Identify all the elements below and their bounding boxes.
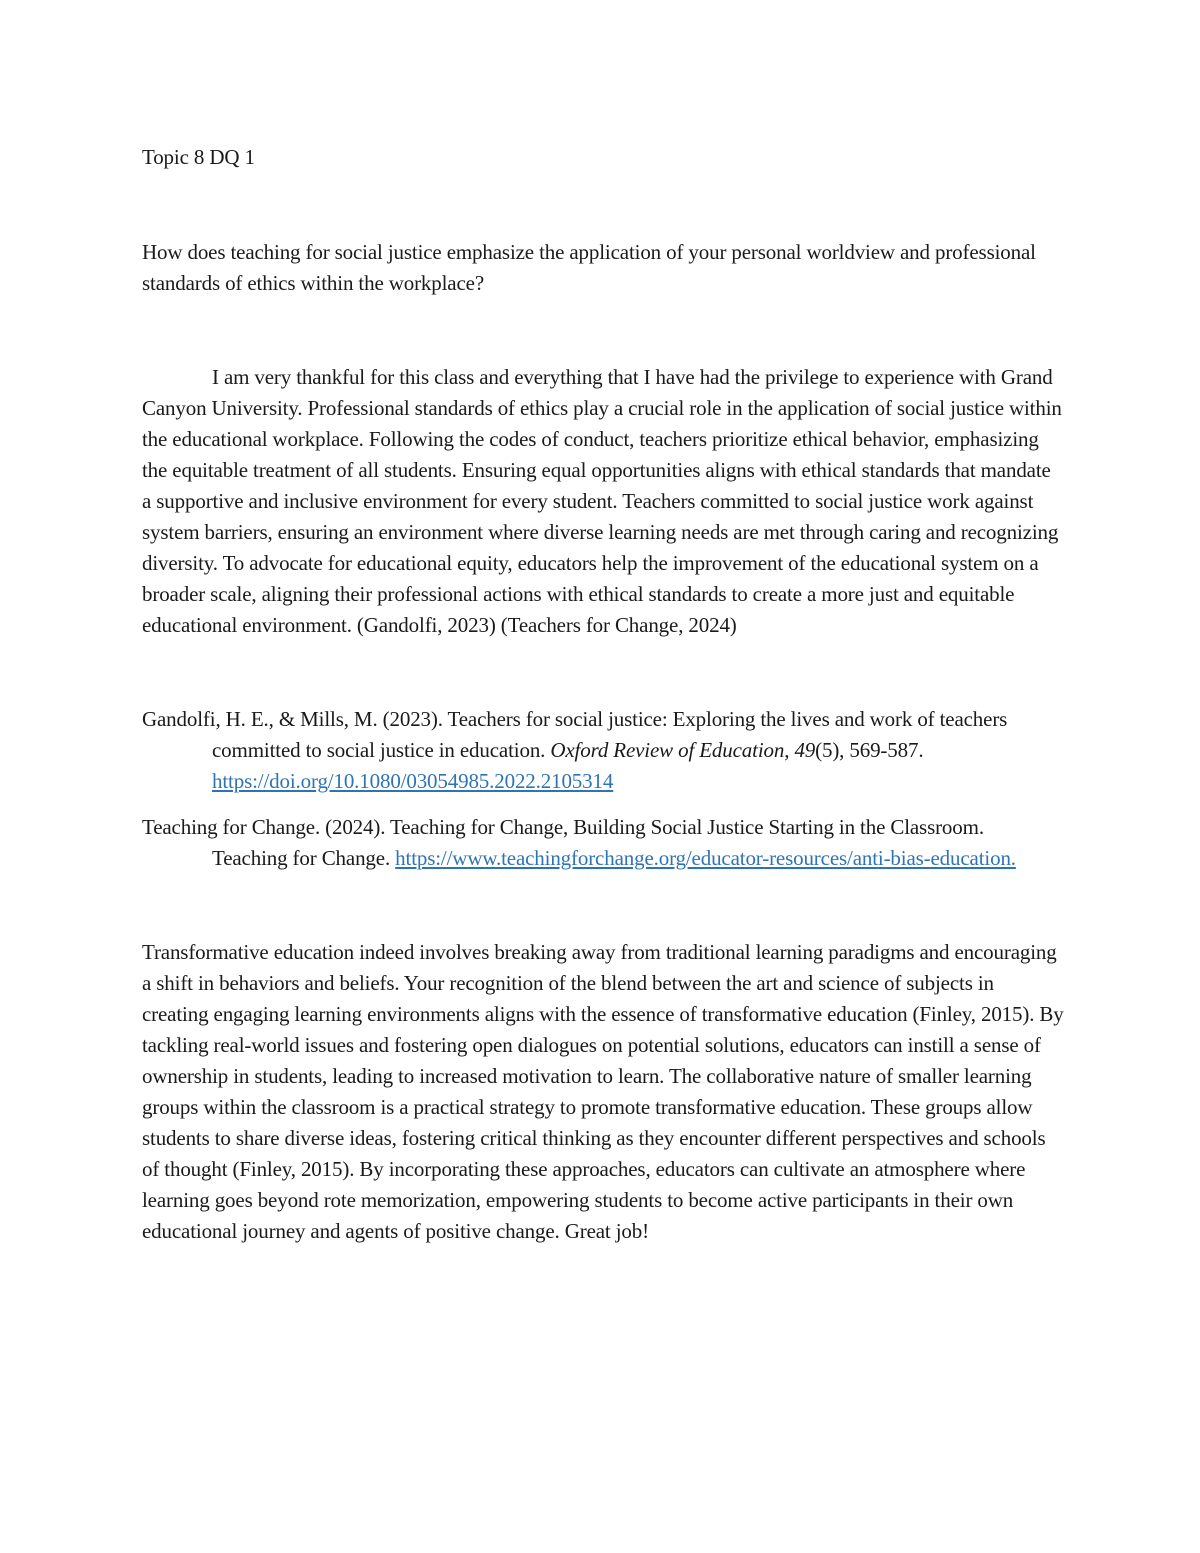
- references-list: [142, 704, 1064, 874]
- document-body: [142, 142, 1064, 1247]
- discussion-question: How does teaching for social justice emphasize the application of your personal worldview and professional standards of ethics within the workplace?: [142, 240, 1036, 295]
- reference-url-link[interactable]: https://www.teachingforchange.org/educator-resources/anti-bias-education.: [395, 846, 1016, 870]
- reference-journal: Oxford Review of Education: [550, 738, 785, 762]
- reference-volume: 49: [794, 738, 816, 762]
- reference-text: Gandolfi, H. E., & Mills, M. (2023). Teachers for social justice: Exploring the lives and work of teachers committed to social justice in education.: [142, 707, 1008, 762]
- reference-text: Teaching for Change. (2024). Teaching for Change, Building Social Justice Starting in the Classroom. Teaching for Change.: [142, 815, 984, 870]
- reply-paragraph: Transformative education indeed involves breaking away from traditional learning paradigms and encouraging a shift in behaviors and beliefs. Your recognition of the blend between the art and science of subjects in creating engaging learning environments aligns with the essence of transformative education (Finley, 2015). By tackling real-world issues and fostering open dialogues on potential solutions, educators can instill a sense of ownership in students, leading to increased motivation to learn. The collaborative nature of smaller learning groups within the classroom is a practical strategy to promote transformative education. These groups allow students to share diverse ideas, fostering critical thinking as they encounter different perspectives and schools of thought (Finley, 2015). By incorporating these approaches, educators can cultivate an atmosphere where learning goes beyond rote memorization, empowering students to become active participants in their own educational journey and agents of positive change. Great job!: [142, 940, 1064, 1243]
- reference-separator: ,: [784, 738, 795, 762]
- response-paragraph: I am very thankful for this class and everything that I have had the privilege to experience with Grand Canyon University. Professional standards of ethics play a crucial role in the application of social justice within the educational workplace. Following the codes of conduct, teachers prioritize ethical behavior, emphasizing the equitable treatment of all students. Ensuring equal opportunities aligns with ethical standards that mandate a supportive and inclusive environment for every student. Teachers committed to social justice work against system barriers, ensuring an environment where diverse learning needs are met through caring and recognizing diversity. To advocate for educational equity, educators help the improvement of the educational system on a broader scale, aligning their professional actions with ethical standards to create a more just and equitable educational environment. (Gandolfi, 2023) (Teachers for Change, 2024): [142, 365, 1062, 637]
- document-title: Topic 8 DQ 1: [142, 145, 255, 169]
- reference-doi-link[interactable]: https://doi.org/10.1080/03054985.2022.2105314: [212, 769, 614, 793]
- reference-issue-pages: (5), 569-587.: [815, 738, 924, 762]
- reference-entry: [142, 704, 1064, 797]
- reference-entry: [142, 812, 1064, 874]
